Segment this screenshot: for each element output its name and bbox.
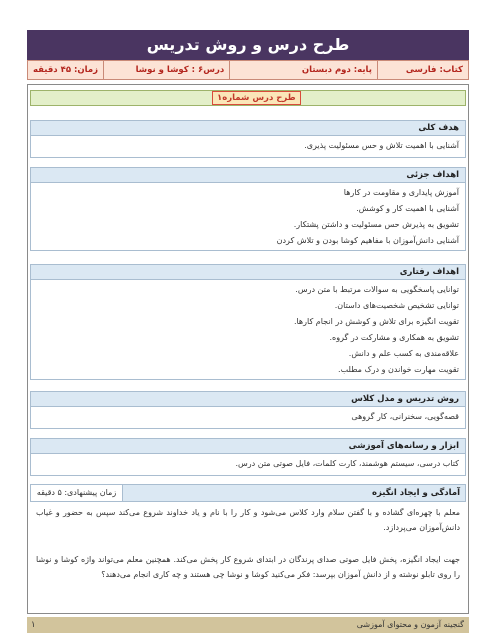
section-body-tools <box>30 454 466 476</box>
grade-cell: پایه: دوم دبستان <box>229 61 377 79</box>
footer-text: گنجینه آزمون و محتوای آموزشی <box>356 620 464 629</box>
list-item: تقویت انگیزه برای تلاش و کوشش در انجام کارها. <box>293 317 459 326</box>
list-item: آموزش پایداری و مقاومت در کارها <box>343 188 459 197</box>
plan-number-label: طرح درس شماره۱ <box>212 91 301 105</box>
list-item: توانایی پاسخگویی به سوالات مرتبط با متن درس. <box>295 285 459 294</box>
section-heading-general-goal: هدف کلی <box>30 120 466 136</box>
section-body-general-goal <box>30 136 466 158</box>
section-heading-readiness: آمادگی و ایجاد انگیزه <box>371 488 460 498</box>
lesson-cell: درس۶ : کوشا و نوشا <box>103 61 229 79</box>
section-heading-tools: ابزار و رسانه‌های آموزشی <box>30 438 466 454</box>
section-heading-method: روش تدریس و مدل کلاس <box>30 391 466 407</box>
section-body-partial-goals <box>30 183 466 251</box>
book-cell: کتاب: فارسی <box>377 61 468 79</box>
list-item: تشویق به پذیرش حس مسئولیت و داشتن پشتکار. <box>293 220 459 229</box>
time-cell: زمان: ۴۵ دقیقه <box>33 65 98 75</box>
section-body-method <box>30 407 466 429</box>
page-title: طرح درس و روش تدریس <box>27 30 469 60</box>
section-heading-behavioral-goals: اهداف رفتاری <box>30 264 466 280</box>
list-item: علاقه‌مندی به کسب علم و دانش. <box>348 349 459 358</box>
list-item: توانایی تشخیص شخصیت‌های داستان. <box>334 301 459 310</box>
readiness-paragraph-2: جهت ایجاد انگیزه، پخش فایل صوتی صدای پرندگان در ابتدای شروع کار پخش می‌کند. همچنین معلم می‌تواند واژه کوشا و نوشا را روی تابلو نوشته و از دانش آموزان بپرسد: فکر می‌کنید کوشا و نوشا چی هستند و چه کاری انجام می‌دهند؟ <box>36 555 460 579</box>
section-heading-partial-goals: اهداف جزئی <box>30 167 466 183</box>
list-item: آشنایی با اهمیت کار و کوشش. <box>356 204 459 213</box>
list-item: کتاب درسی، سیستم هوشمند، کارت کلمات، فایل صوتی متن درس. <box>235 459 459 468</box>
lesson-info-row <box>27 60 469 80</box>
list-item: آشنایی با اهمیت تلاش و حس مسئولیت پذیری. <box>304 141 459 150</box>
readiness-paragraph-1: معلم با چهره‌ای گشاده و با گفتن سلام وارد کلاس می‌شود و کار را با نام و یاد خداوند شروع می‌کند سپس به حضور و غیاب دانش‌آموزان می‌پردازد. <box>36 508 460 532</box>
list-item: تقویت مهارت خواندن و درک مطلب. <box>338 365 459 374</box>
list-item: آشنایی دانش‌آموزان با مفاهیم کوشا بودن و تلاش کردن <box>276 236 459 245</box>
section-body-behavioral-goals <box>30 280 466 380</box>
list-item: قصه‌گویی، سخنرانی، کار گروهی <box>351 412 459 421</box>
list-item: تشویق به همکاری و مشارکت در گروه. <box>329 333 459 342</box>
page-number: ۱ <box>31 620 36 630</box>
suggested-time: زمان پیشنهادی: ۵ دقیقه <box>31 485 123 501</box>
